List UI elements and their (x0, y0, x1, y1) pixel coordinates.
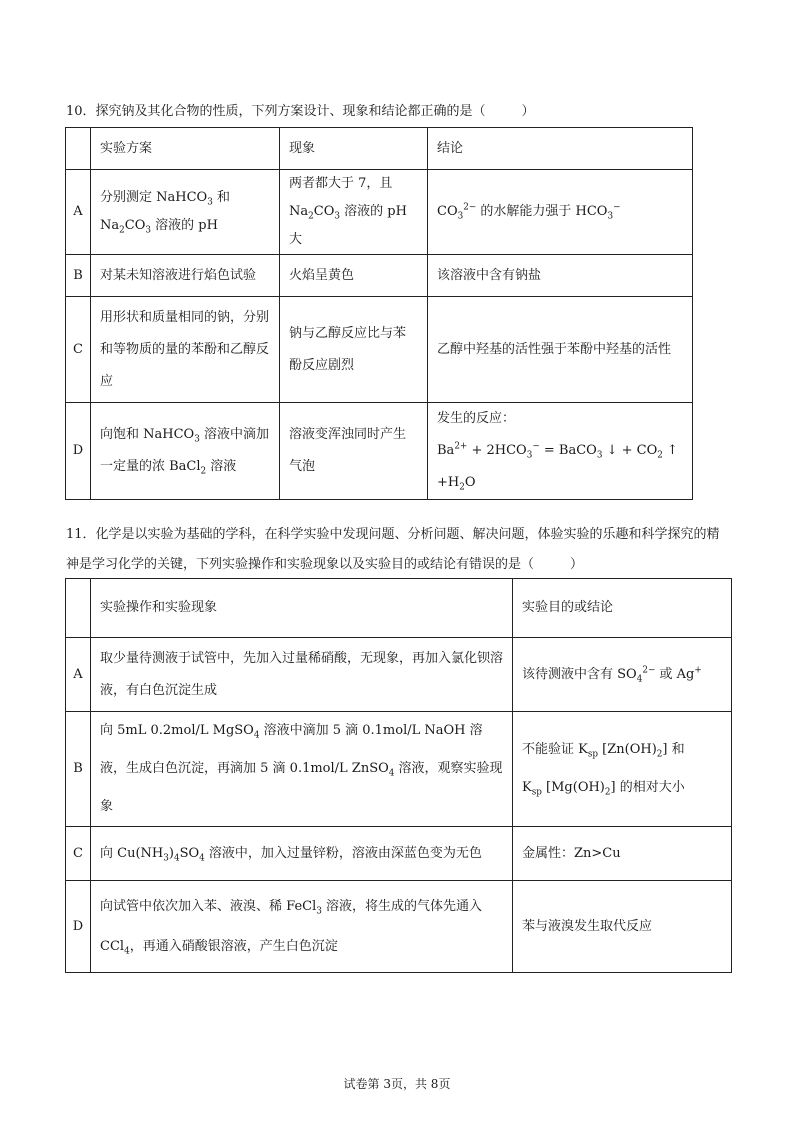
plan-text: CO (124, 218, 146, 233)
subscript: 3 (145, 225, 151, 236)
subscript: sp (531, 787, 542, 798)
plan-text: 溶液 (206, 459, 237, 474)
plan-cell (91, 403, 280, 500)
question-10-stem (66, 99, 726, 125)
header-phenomenon: 现象 (280, 128, 428, 170)
operation-text: ) (168, 845, 174, 861)
table-header-row (66, 579, 732, 638)
subscript: 4 (388, 768, 395, 779)
page-footer: 试卷第 3页，共 8页 (343, 1077, 451, 1091)
conclusion-cell (513, 712, 732, 827)
equation-text: O (464, 475, 476, 490)
operation-text: 溶液中滴加 5 滴 0.1mol/L NaOH 溶液，生成白色沉淀，再滴加 5 滴 0.1mol/L ZnSO (100, 723, 483, 776)
subscript: 3 (163, 853, 169, 864)
header-blank-cell (66, 579, 91, 638)
option-label: A (66, 638, 91, 712)
subscript: 3 (194, 434, 200, 445)
subscript: 3 (607, 211, 614, 222)
question-10-paren-close: ） (521, 104, 535, 119)
table-header-row (66, 128, 693, 170)
table-row (66, 170, 693, 255)
subscript: 3 (316, 906, 322, 917)
subscript: 3 (596, 450, 603, 461)
equation-text: ↓ + CO (602, 443, 658, 458)
subscript: 2 (656, 749, 663, 760)
subscript: 2 (200, 466, 207, 477)
subscript: 3 (207, 197, 213, 208)
subscript: 2 (604, 787, 611, 798)
table-row (66, 403, 693, 500)
subscript: 2 (308, 211, 314, 222)
subscript: 3 (334, 211, 340, 222)
plan-text: 溶液的 pH (151, 218, 218, 233)
phenomenon-cell: 溶液变浑浊同时产生气泡 (280, 403, 428, 500)
phenomenon-text: 两者都大于 7，且 (289, 176, 393, 191)
plan-text: 一定量的浓 BaCl (100, 459, 201, 474)
operation-text: 溶液中，加入过量锌粉，溶液由深蓝色变为无色 (204, 845, 482, 861)
phenomenon-text: Na (289, 204, 309, 219)
option-label: B (66, 712, 91, 827)
table-row (66, 638, 732, 712)
operation-cell (91, 712, 513, 827)
subscript: 4 (173, 853, 180, 864)
conclusion-text: 该待测液中含有 SO (522, 666, 637, 682)
operation-text: 向 Cu(NH (100, 845, 164, 861)
conclusion-text: 的水解能力强于 HCO (476, 204, 608, 219)
conclusion-text: CO (437, 204, 458, 219)
operation-text: 溶液，观察实验现象 (100, 761, 503, 814)
superscript: − (613, 202, 621, 213)
subscript: 4 (253, 730, 260, 741)
conclusion-text: [Mg(OH) (541, 780, 605, 795)
option-label: B (66, 255, 91, 297)
phenomenon-cell (280, 170, 428, 255)
phenomenon-cell: 钠与乙醇反应比与苯酚反应剧烈 (280, 297, 428, 403)
conclusion-cell (428, 403, 693, 500)
operation-text: 向试管中依次加入苯、液溴、稀 FeCl (100, 898, 317, 914)
conclusion-text: K (522, 780, 532, 795)
operation-cell (91, 827, 513, 881)
question-11-table (65, 578, 732, 973)
subscript: 2 (657, 450, 663, 461)
equation-text: Ba (437, 443, 455, 458)
superscript: + (694, 665, 702, 676)
conclusion-text: 发生的反应： (437, 411, 516, 426)
conclusion-text: [Zn(OH) (598, 742, 657, 757)
conclusion-cell: 乙醇中羟基的活性强于苯酚中羟基的活性 (428, 297, 693, 403)
conclusion-text: ] 和 (662, 742, 685, 757)
conclusion-text: 不能验证 K (522, 742, 588, 757)
header-conclusion: 实验目的或结论 (513, 579, 732, 638)
subscript: 4 (124, 946, 130, 957)
plan-text: Na (100, 218, 120, 233)
plan-cell: 用形状和质量相同的钠，分别和等物质的量的苯酚和乙醇反应 (91, 297, 280, 403)
question-11-stem (66, 520, 732, 580)
subscript: 3 (526, 450, 533, 461)
plan-text: 分别测定 NaHCO (100, 190, 208, 205)
phenomenon-text: CO (313, 204, 335, 219)
superscript: 2− (463, 202, 477, 213)
header-operation: 实验操作和实验现象 (91, 579, 513, 638)
header-conclusion: 结论 (428, 128, 693, 170)
subscript: 2 (459, 482, 465, 493)
header-blank-cell (66, 128, 91, 170)
operation-cell: 取少量待测液于试管中，先加入过量稀硝酸，无现象，再加入氯化钡溶液，有白色沉淀生成 (91, 638, 513, 712)
subscript: sp (587, 749, 599, 760)
subscript: 4 (199, 853, 205, 864)
superscript: − (532, 441, 540, 452)
subscript: 2 (119, 225, 125, 236)
plan-text: 和 (212, 190, 230, 205)
conclusion-text: ] 的相对大小 (610, 780, 685, 795)
operation-text: 向 5mL 0.2mol/L MgSO (100, 723, 254, 738)
conclusion-cell: 该溶液中含有钠盐 (428, 255, 693, 297)
conclusion-text: 或 Ag (655, 666, 695, 682)
option-label: C (66, 297, 91, 403)
operation-text: SO (179, 845, 200, 861)
equation-text: ↑ +H (437, 443, 678, 490)
table-row (66, 255, 693, 297)
plan-cell: 对某未知溶液进行焰色试验 (91, 255, 280, 297)
operation-cell (91, 881, 513, 973)
question-11-paren-close: ） (570, 557, 584, 572)
equation-text: + 2HCO (467, 443, 527, 458)
conclusion-cell (513, 638, 732, 712)
subscript: 4 (636, 674, 643, 685)
question-10-table (65, 127, 693, 500)
question-11-text: 11．化学是以实验为基础的学科，在科学实验中发现问题、分析问题、解决问题，体验实验的乐趣和科学探究的精神是学习化学的关键，下列实验操作和实验现象以及实验目的或结论有错误的是（ (66, 527, 720, 572)
question-10-text: 10．探究钠及其化合物的性质，下列方案设计、现象和结论都正确的是（ (66, 104, 486, 119)
plan-text: 溶液中滴加 (199, 427, 269, 442)
phenomenon-text: 溶液的 pH 大 (289, 204, 407, 247)
reaction-equation (437, 435, 683, 499)
operation-text: 溶液，将生成的气体先通入 CCl (100, 898, 483, 954)
phenomenon-cell: 火焰呈黄色 (280, 255, 428, 297)
superscript: 2+ (454, 441, 468, 452)
equation-text: = BaCO (539, 443, 597, 458)
conclusion-cell: 金属性：Zn>Cu (513, 827, 732, 881)
table-row (66, 297, 693, 403)
plan-text: 向饱和 NaHCO (100, 427, 195, 442)
conclusion-cell: 苯与液溴发生取代反应 (513, 881, 732, 973)
option-label: D (66, 403, 91, 500)
plan-cell (91, 170, 280, 255)
table-row (66, 712, 732, 827)
table-row (66, 827, 732, 881)
option-label: A (66, 170, 91, 255)
header-plan: 实验方案 (91, 128, 280, 170)
option-label: D (66, 881, 91, 973)
operation-text: ，再通入硝酸银溶液，产生白色沉淀 (129, 938, 338, 954)
option-label: C (66, 827, 91, 881)
table-row (66, 881, 732, 973)
subscript: 3 (457, 211, 464, 222)
conclusion-cell (428, 170, 693, 255)
superscript: 2− (642, 665, 656, 676)
